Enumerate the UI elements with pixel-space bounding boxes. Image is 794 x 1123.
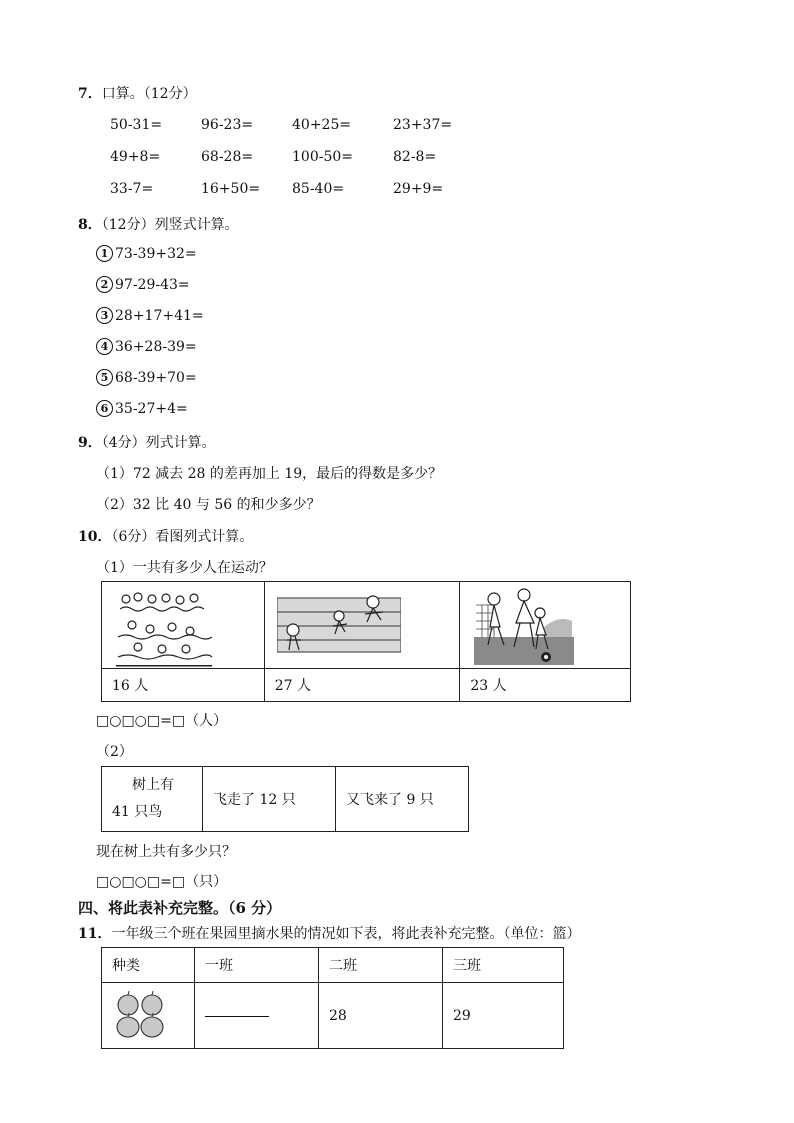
circled-number: 5 xyxy=(96,369,113,386)
apples-icon xyxy=(114,991,170,1041)
q8-item xyxy=(96,307,204,324)
section4-title: 四、将此表补充完整。（6 分） xyxy=(78,899,282,917)
q8-item xyxy=(96,338,197,355)
header-cell xyxy=(195,948,319,983)
q8-expression: 68-39+70= xyxy=(115,370,197,386)
q10-formula2: □○□○□=□（只） xyxy=(96,874,228,890)
q8-number: 8． xyxy=(78,217,102,233)
q7-item: 49+8= xyxy=(110,149,161,165)
q10-formula1: □○□○□=□（人） xyxy=(96,713,228,729)
q8-item xyxy=(96,369,197,386)
q9-part1: （1）72 减去 28 的差再加上 19，最后的得数是多少？ xyxy=(96,466,443,482)
q7-item: 40+25= xyxy=(292,117,352,133)
q10-title: （6分）看图列式计算。 xyxy=(111,529,254,545)
q7-item: 50-31= xyxy=(110,117,163,133)
q7-item: 85-40= xyxy=(292,181,345,197)
q11-text: 一年级三个班在果园里摘水果的情况如下表，将此表补充完整。（单位：篮） xyxy=(111,926,581,942)
class1-answer-cell xyxy=(195,983,319,1049)
circled-number: 6 xyxy=(96,400,113,417)
q11-heading xyxy=(78,923,580,943)
q9-heading xyxy=(78,432,216,452)
birds-flew-away-label: 飞走了 12 只 xyxy=(213,792,296,808)
count-cell xyxy=(102,669,265,702)
q7-item: 96-23= xyxy=(201,117,254,133)
birds-start-cell xyxy=(102,767,203,832)
q7-item: 29+9= xyxy=(393,181,444,197)
soccer-players-image xyxy=(474,587,574,665)
header-cell xyxy=(319,948,443,983)
birds-flew-in-label: 又飞来了 9 只 xyxy=(346,792,434,808)
class2-value-cell xyxy=(319,983,443,1049)
q7-item: 100-50= xyxy=(292,149,353,165)
q7-title: 口算。（12分） xyxy=(101,86,197,102)
q8-item xyxy=(96,276,190,293)
birds-flew-in-cell xyxy=(336,767,469,832)
q10-number: 10． xyxy=(78,529,112,545)
header-class1: 一班 xyxy=(205,958,233,974)
q7-item: 82-8= xyxy=(393,149,437,165)
q10-heading xyxy=(78,526,253,546)
class3-value-cell xyxy=(443,983,564,1049)
q7-item: 16+50= xyxy=(201,181,261,197)
q7-number: 7． xyxy=(78,86,102,102)
running-picture-cell xyxy=(264,582,460,669)
header-class3: 三班 xyxy=(453,958,481,974)
answer-blank[interactable] xyxy=(205,1015,269,1017)
class2-value: 28 xyxy=(329,1007,347,1024)
count-label: 23 人 xyxy=(470,678,507,694)
q10-sub1: （1）一共有多少人在运动？ xyxy=(96,560,273,576)
q8-expression: 73-39+32= xyxy=(115,246,197,262)
count-cell xyxy=(460,669,631,702)
q8-item xyxy=(96,400,188,417)
count-label: 27 人 xyxy=(274,678,311,694)
fruit-table xyxy=(101,947,564,1049)
q9-number: 9． xyxy=(78,435,102,451)
header-class2: 二班 xyxy=(329,958,357,974)
sports-table xyxy=(101,581,631,702)
circled-number: 3 xyxy=(96,307,113,324)
q8-item xyxy=(96,245,197,262)
q11-number: 11． xyxy=(78,926,112,942)
q8-expression: 28+17+41= xyxy=(115,308,204,324)
circled-number: 4 xyxy=(96,338,113,355)
q7-heading xyxy=(78,83,197,103)
header-cell xyxy=(443,948,564,983)
q8-expression: 36+28-39= xyxy=(115,339,197,355)
q7-item: 23+37= xyxy=(393,117,453,133)
birds-flew-away-cell xyxy=(203,767,336,832)
count-cell xyxy=(264,669,460,702)
birds-table xyxy=(101,766,469,832)
circled-number: 2 xyxy=(96,276,113,293)
header-type: 种类 xyxy=(112,958,140,974)
swimming-picture-cell xyxy=(102,582,265,669)
fruit-picture-cell xyxy=(102,983,195,1049)
q10-question: 现在树上共有多少只？ xyxy=(96,844,236,860)
q9-part2: （2）32 比 40 与 56 的和少多少？ xyxy=(96,497,321,513)
q9-title: （4分）列式计算。 xyxy=(101,435,216,451)
q8-title: （12分）列竖式计算。 xyxy=(101,217,239,233)
soccer-picture-cell xyxy=(460,582,631,669)
circled-number: 1 xyxy=(96,245,113,262)
q8-expression: 35-27+4= xyxy=(115,401,188,417)
running-kids-image xyxy=(277,590,401,660)
q7-item: 33-7= xyxy=(110,181,154,197)
class3-value: 29 xyxy=(453,1007,471,1024)
count-label: 16 人 xyxy=(112,678,149,694)
swimming-kids-image xyxy=(114,587,214,667)
q8-heading xyxy=(78,214,239,234)
q8-expression: 97-29-43= xyxy=(115,277,190,293)
birds-start-line1: 树上有 xyxy=(132,777,174,793)
q10-sub2: （2） xyxy=(96,744,133,760)
q7-item: 68-28= xyxy=(201,149,254,165)
birds-start-line2: 41 只鸟 xyxy=(112,804,163,820)
header-cell xyxy=(102,948,195,983)
